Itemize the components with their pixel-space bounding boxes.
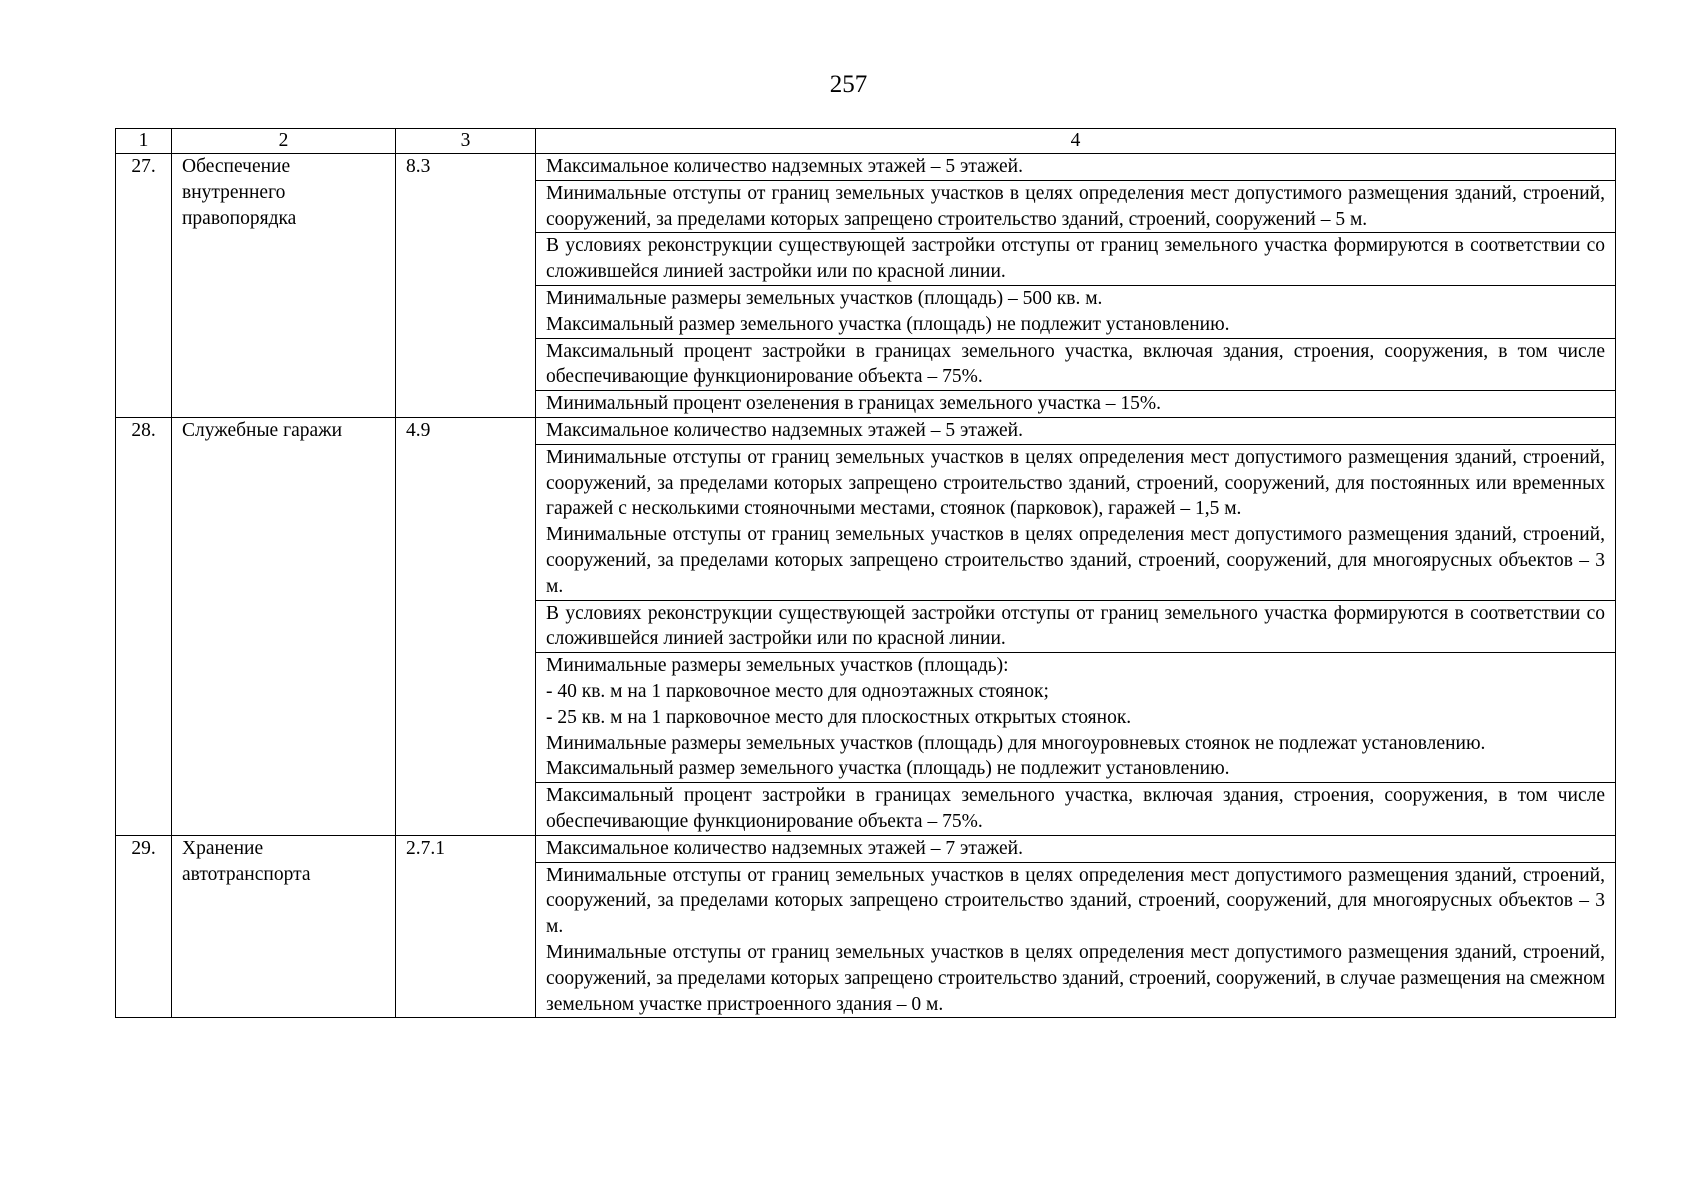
header-cell: 2 bbox=[172, 129, 396, 154]
parameter-text: Минимальные отступы от границ земельных участков в целях определения мест допустимого размещения зданий, строений, сооружений, за пределами которых запрещено строительство зданий, строений, сооружений, для многоярусных объектов – 3 м. bbox=[546, 864, 1605, 938]
parameter-text: Минимальные отступы от границ земельных участков в целях определения мест допустимого размещения зданий, строений, сооружений, за пределами которых запрещено строительство зданий, строений, сооружений – 5 м. bbox=[546, 182, 1605, 230]
parameter-text: Максимальный процент застройки в границах земельного участка, включая здания, строения, сооружения, в том числе обеспечивающие функционирование объекта – 75%. bbox=[546, 340, 1605, 388]
land-use-code: 8.3 bbox=[396, 154, 536, 418]
parameter-text: Минимальные размеры земельных участков (площадь): bbox=[546, 655, 1009, 677]
parameter-cell bbox=[536, 783, 1616, 836]
row-number: 29. bbox=[116, 835, 172, 1018]
header-cell: 4 bbox=[536, 129, 1616, 154]
parameter-cell bbox=[536, 600, 1616, 653]
parameter-text: - 25 кв. м на 1 парковочное место для плоскостных открытых стоянок. bbox=[546, 706, 1132, 728]
table-row bbox=[116, 835, 1616, 862]
parameter-text: Максимальное количество надземных этажей – 5 этажей. bbox=[546, 156, 1023, 177]
regulations-table bbox=[115, 128, 1616, 1018]
table-header-row bbox=[116, 129, 1616, 154]
parameter-cell bbox=[536, 417, 1616, 444]
parameter-text: Минимальные отступы от границ земельных участков в целях определения мест допустимого размещения зданий, строений, сооружений, за пределами которых запрещено строительство зданий, строений, сооружений, для многоярусных объектов – 3 м. bbox=[546, 524, 1605, 597]
land-use-code: 2.7.1 bbox=[396, 835, 536, 1018]
land-use-code: 4.9 bbox=[396, 417, 536, 835]
header-cell: 3 bbox=[396, 129, 536, 154]
table-row bbox=[116, 154, 1616, 181]
parameter-cell bbox=[536, 835, 1616, 862]
parameter-cell bbox=[536, 285, 1616, 338]
page-number: 257 bbox=[829, 71, 868, 98]
land-use-name: Служебные гаражи bbox=[172, 417, 396, 835]
table-row bbox=[116, 417, 1616, 444]
parameter-text: Максимальное количество надземных этажей – 5 этажей. bbox=[546, 419, 1023, 441]
row-number: 27. bbox=[116, 154, 172, 418]
parameter-cell bbox=[536, 338, 1616, 391]
parameter-text: - 40 кв. м на 1 парковочное место для одноэтажных стоянок; bbox=[546, 680, 1049, 702]
parameter-text: Максимальный процент застройки в границах земельного участка, включая здания, строения, сооружения, в том числе обеспечивающие функционирование объекта – 75%. bbox=[546, 785, 1605, 832]
parameter-cell bbox=[536, 444, 1616, 600]
parameter-text: Максимальный размер земельного участка (площадь) не подлежит установлению. bbox=[546, 758, 1230, 780]
parameter-text: Минимальный процент озеленения в границах земельного участка – 15%. bbox=[546, 393, 1162, 415]
parameter-text: Минимальные отступы от границ земельных участков в целях определения мест допустимого размещения зданий, строений, сооружений, за пределами которых запрещено строительство зданий, строений, сооружений, для постоянных или временных гаражей с несколькими стояночными местами, стоянок (парковок), гаражей – 1,5 м. bbox=[546, 446, 1605, 520]
land-use-name: Хранение автотранспорта bbox=[172, 835, 396, 1018]
parameter-text: Минимальные размеры земельных участков (площадь) – 500 кв. м. bbox=[546, 287, 1103, 309]
parameter-text: Минимальные размеры земельных участков (площадь) для многоуровневых стоянок не подлежат установлению. bbox=[546, 732, 1486, 754]
parameter-cell bbox=[536, 653, 1616, 783]
row-number: 28. bbox=[116, 417, 172, 835]
land-use-name: Обеспечение внутреннего правопорядка bbox=[172, 154, 396, 418]
parameter-cell bbox=[536, 862, 1616, 1018]
parameter-cell bbox=[536, 180, 1616, 233]
parameter-cell bbox=[536, 233, 1616, 286]
parameter-text: Максимальный размер земельного участка (площадь) не подлежит установлению. bbox=[546, 313, 1230, 335]
header-cell: 1 bbox=[116, 129, 172, 154]
parameter-text: В условиях реконструкции существующей застройки отступы от границ земельного участка формируются в соответствии со сложившейся линией застройки или по красной линии. bbox=[546, 235, 1605, 283]
parameter-text: Минимальные отступы от границ земельных участков в целях определения мест допустимого размещения зданий, строений, сооружений, за пределами которых запрещено строительство зданий, строений, сооружений, в случае размещения на смежном земельном участке пристроенного здания – 0 м. bbox=[546, 941, 1605, 1015]
parameter-text: Максимальное количество надземных этажей – 7 этажей. bbox=[546, 837, 1023, 859]
parameter-cell bbox=[536, 154, 1616, 181]
parameter-cell bbox=[536, 391, 1616, 418]
parameter-text: В условиях реконструкции существующей застройки отступы от границ земельного участка формируются в соответствии со сложившейся линией застройки или по красной линии. bbox=[546, 602, 1605, 650]
